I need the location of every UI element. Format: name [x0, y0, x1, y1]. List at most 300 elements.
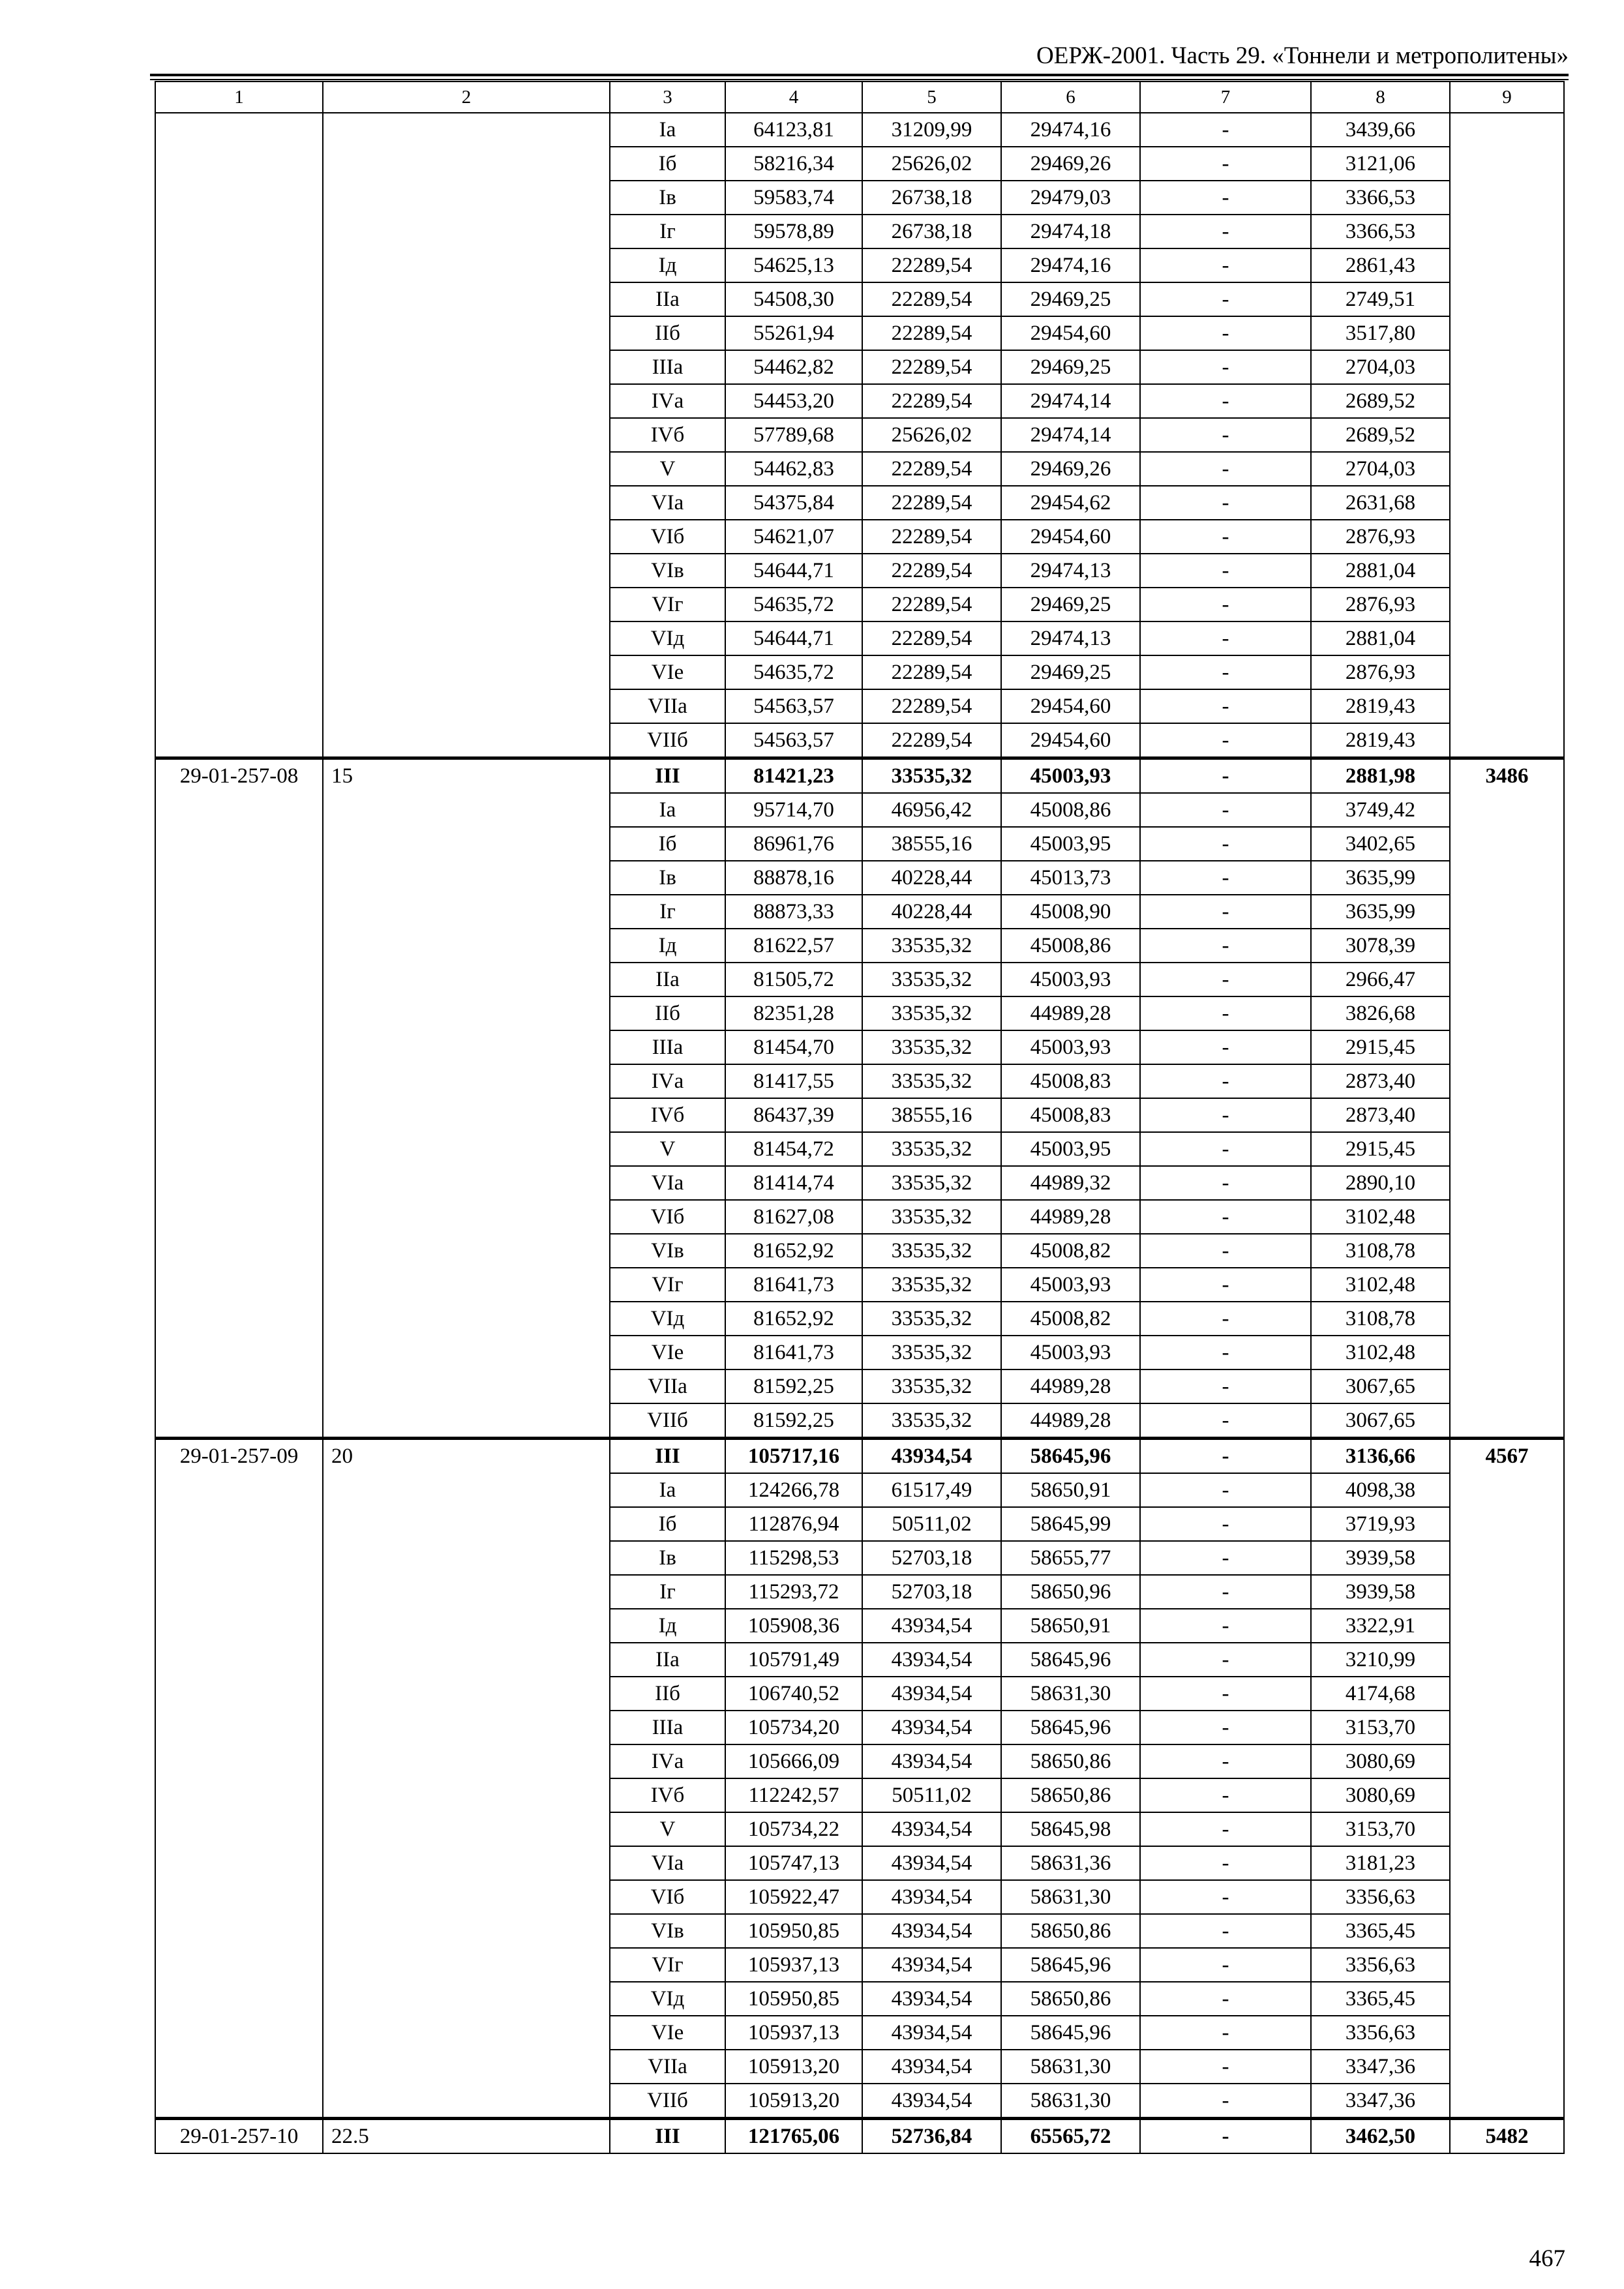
row-label: VIа: [610, 1166, 725, 1200]
total-cost: 105717,16: [725, 1439, 862, 1474]
total-cost: 86437,39: [725, 1098, 862, 1132]
materials-cost: -: [1140, 1369, 1311, 1403]
total-cost: 112242,57: [725, 1778, 862, 1812]
labor-hours: 2876,93: [1311, 655, 1450, 689]
row-label: VIIа: [610, 1369, 725, 1403]
labor-hours: 3826,68: [1311, 996, 1450, 1030]
machine-cost: 44989,28: [1001, 1200, 1140, 1234]
materials-cost: -: [1140, 1132, 1311, 1166]
row-label: VIе: [610, 2016, 725, 2050]
table-row: [155, 758, 1564, 794]
total-cost: 81421,23: [725, 758, 862, 794]
total-cost: 105937,13: [725, 1948, 862, 1982]
materials-cost: -: [1140, 758, 1311, 794]
wages-cost: 22289,54: [862, 350, 1001, 384]
machine-cost: 45003,93: [1001, 963, 1140, 996]
wages-cost: 22289,54: [862, 655, 1001, 689]
labor-hours: 2631,68: [1311, 486, 1450, 520]
labor-hours: 2966,47: [1311, 963, 1450, 996]
row-label: VIд: [610, 1302, 725, 1336]
row-label: VIд: [610, 621, 725, 655]
materials-cost: -: [1140, 384, 1311, 418]
labor-hours: 2881,04: [1311, 554, 1450, 588]
materials-cost: -: [1140, 1268, 1311, 1302]
materials-cost: -: [1140, 418, 1311, 452]
labor-hours: 2876,93: [1311, 588, 1450, 621]
machine-cost: 29469,25: [1001, 282, 1140, 316]
labor-hours: 3366,53: [1311, 215, 1450, 248]
total-cost: 54621,07: [725, 520, 862, 554]
machine-cost: 29474,14: [1001, 418, 1140, 452]
labor-hours: 3635,99: [1311, 895, 1450, 929]
column-number: 9: [1450, 82, 1564, 113]
total-cost: 105666,09: [725, 1744, 862, 1778]
materials-cost: -: [1140, 452, 1311, 486]
labor-hours: 3402,65: [1311, 827, 1450, 861]
materials-cost: -: [1140, 621, 1311, 655]
materials-cost: -: [1140, 1846, 1311, 1880]
labor-hours: 2881,98: [1311, 758, 1450, 794]
machine-cost: 45008,90: [1001, 895, 1140, 929]
materials-cost: -: [1140, 113, 1311, 147]
wages-cost: 22289,54: [862, 554, 1001, 588]
row-label: IVа: [610, 384, 725, 418]
wages-cost: 43934,54: [862, 1880, 1001, 1914]
labor-hours: 3462,50: [1311, 2119, 1450, 2154]
labor-hours: 4098,38: [1311, 1473, 1450, 1507]
wages-cost: 22289,54: [862, 248, 1001, 282]
materials-cost: -: [1140, 181, 1311, 215]
materials-cost: -: [1140, 1234, 1311, 1268]
materials-cost: -: [1140, 1575, 1311, 1609]
wages-cost: 22289,54: [862, 621, 1001, 655]
total-cost: 95714,70: [725, 793, 862, 827]
materials-cost: -: [1140, 1302, 1311, 1336]
row-label: IIа: [610, 963, 725, 996]
labor-hours: 3080,69: [1311, 1744, 1450, 1778]
row-label: IIб: [610, 1677, 725, 1711]
row-label: VIIб: [610, 1403, 725, 1439]
total-cost: 54563,57: [725, 723, 862, 758]
row-label: IIIа: [610, 1030, 725, 1064]
machine-cost: 29454,62: [1001, 486, 1140, 520]
total-cost: 81622,57: [725, 929, 862, 963]
materials-cost: -: [1140, 486, 1311, 520]
total-cost: 81454,70: [725, 1030, 862, 1064]
materials-cost: -: [1140, 2050, 1311, 2084]
labor-hours: 3439,66: [1311, 113, 1450, 147]
machine-cost: 45008,83: [1001, 1064, 1140, 1098]
labor-hours: 2876,93: [1311, 520, 1450, 554]
machine-cost: 45003,93: [1001, 1336, 1140, 1369]
total-cost: 81652,92: [725, 1302, 862, 1336]
row-label: Iг: [610, 215, 725, 248]
machine-cost: 58650,86: [1001, 1982, 1140, 2016]
machine-cost: 44989,28: [1001, 1403, 1140, 1439]
total-cost: 105937,13: [725, 2016, 862, 2050]
materials-cost: -: [1140, 1711, 1311, 1744]
row-label: V: [610, 452, 725, 486]
materials-cost: -: [1140, 1473, 1311, 1507]
machine-cost: 58650,91: [1001, 1473, 1140, 1507]
page-header-title: ОЕРЖ-2001. Часть 29. «Тоннели и метрополитены»: [1036, 42, 1569, 69]
wages-cost: 52736,84: [862, 2119, 1001, 2154]
total-cost: 105734,20: [725, 1711, 862, 1744]
machine-cost: 58655,77: [1001, 1541, 1140, 1575]
labor-hours: 3749,42: [1311, 793, 1450, 827]
labor-hours: 3939,58: [1311, 1575, 1450, 1609]
materials-cost: -: [1140, 1982, 1311, 2016]
total-cost: 105791,49: [725, 1643, 862, 1677]
wages-cost: 33535,32: [862, 1132, 1001, 1166]
machine-cost: 58631,30: [1001, 1880, 1140, 1914]
total-cost: 54375,84: [725, 486, 862, 520]
total-cost: 115298,53: [725, 1541, 862, 1575]
item-code: 29-01-257-08: [155, 758, 323, 1439]
item-code: 29-01-257-09: [155, 1439, 323, 2119]
total-cost: 105922,47: [725, 1880, 862, 1914]
row-label: VIIа: [610, 689, 725, 723]
labor-hours: 3365,45: [1311, 1982, 1450, 2016]
wages-cost: 43934,54: [862, 1744, 1001, 1778]
materials-cost: -: [1140, 1948, 1311, 1982]
wages-cost: 50511,02: [862, 1778, 1001, 1812]
table-row: [155, 1439, 1564, 1474]
wages-cost: 38555,16: [862, 1098, 1001, 1132]
wages-cost: 33535,32: [862, 1302, 1001, 1336]
row-label: Iв: [610, 181, 725, 215]
total-cost: 54462,83: [725, 452, 862, 486]
price-table: [155, 81, 1565, 2154]
machine-cost: 29474,13: [1001, 621, 1140, 655]
total-cost: 105734,22: [725, 1812, 862, 1846]
materials-cost: -: [1140, 996, 1311, 1030]
materials-cost: -: [1140, 827, 1311, 861]
materials-cost: -: [1140, 1030, 1311, 1064]
materials-cost: -: [1140, 1744, 1311, 1778]
machine-cost: 58645,96: [1001, 1948, 1140, 1982]
row-label: IIIа: [610, 350, 725, 384]
materials-cost: -: [1140, 1643, 1311, 1677]
row-label: VIIб: [610, 2084, 725, 2119]
labor-hours: 3102,48: [1311, 1200, 1450, 1234]
total-cost: 124266,78: [725, 1473, 862, 1507]
labor-hours: 2819,43: [1311, 723, 1450, 758]
machine-cost: 29469,25: [1001, 350, 1140, 384]
wages-cost: 22289,54: [862, 384, 1001, 418]
row-label: Iб: [610, 827, 725, 861]
labor-hours: 3210,99: [1311, 1643, 1450, 1677]
total-cost: 54635,72: [725, 655, 862, 689]
materials-cost: -: [1140, 588, 1311, 621]
machine-cost: 29474,14: [1001, 384, 1140, 418]
row-label: III: [610, 1439, 725, 1474]
materials-cost: -: [1140, 2016, 1311, 2050]
wages-cost: 22289,54: [862, 452, 1001, 486]
row-label: Iа: [610, 113, 725, 147]
wages-cost: 22289,54: [862, 723, 1001, 758]
labor-hours: 3181,23: [1311, 1846, 1450, 1880]
wages-cost: 61517,49: [862, 1473, 1001, 1507]
total-cost: 81627,08: [725, 1200, 862, 1234]
total-cost: 88873,33: [725, 895, 862, 929]
column-number: 2: [323, 82, 610, 113]
column-number: 3: [610, 82, 725, 113]
materials-cost: -: [1140, 1541, 1311, 1575]
row-label: Iв: [610, 1541, 725, 1575]
machine-cost: 45008,82: [1001, 1302, 1140, 1336]
wages-cost: 26738,18: [862, 215, 1001, 248]
total-cost: 121765,06: [725, 2119, 862, 2154]
labor-hours: 3517,80: [1311, 316, 1450, 350]
wages-cost: 22289,54: [862, 282, 1001, 316]
machine-cost: 29454,60: [1001, 723, 1140, 758]
column-number: 1: [155, 82, 323, 113]
row-label: VIа: [610, 1846, 725, 1880]
wages-cost: 33535,32: [862, 963, 1001, 996]
total-cost: 81652,92: [725, 1234, 862, 1268]
materials-cost: -: [1140, 895, 1311, 929]
labor-hours: 2861,43: [1311, 248, 1450, 282]
item-total: 5482: [1450, 2119, 1564, 2154]
wages-cost: 43934,54: [862, 1812, 1001, 1846]
wages-cost: 43934,54: [862, 2084, 1001, 2119]
row-label: VIд: [610, 1982, 725, 2016]
wages-cost: 50511,02: [862, 1507, 1001, 1541]
labor-hours: 3347,36: [1311, 2084, 1450, 2119]
row-label: VIв: [610, 554, 725, 588]
item-parameter: 20: [323, 1439, 610, 2119]
labor-hours: 3719,93: [1311, 1507, 1450, 1541]
row-label: III: [610, 2119, 725, 2154]
row-label: VIв: [610, 1234, 725, 1268]
labor-hours: 3067,65: [1311, 1403, 1450, 1439]
labor-hours: 2873,40: [1311, 1098, 1450, 1132]
machine-cost: 58650,96: [1001, 1575, 1140, 1609]
total-cost: 54453,20: [725, 384, 862, 418]
materials-cost: -: [1140, 1166, 1311, 1200]
wages-cost: 43934,54: [862, 1846, 1001, 1880]
wages-cost: 22289,54: [862, 689, 1001, 723]
materials-cost: -: [1140, 282, 1311, 316]
wages-cost: 33535,32: [862, 1234, 1001, 1268]
labor-hours: 3136,66: [1311, 1439, 1450, 1474]
materials-cost: -: [1140, 350, 1311, 384]
labor-hours: 2689,52: [1311, 384, 1450, 418]
machine-cost: 45003,95: [1001, 827, 1140, 861]
wages-cost: 43934,54: [862, 1948, 1001, 1982]
row-label: VIг: [610, 588, 725, 621]
wages-cost: 33535,32: [862, 1064, 1001, 1098]
total-cost: 58216,34: [725, 147, 862, 181]
materials-cost: -: [1140, 2119, 1311, 2154]
machine-cost: 29469,25: [1001, 588, 1140, 621]
column-numbers-row: [155, 82, 1564, 113]
wages-cost: 33535,32: [862, 1403, 1001, 1439]
machine-cost: 44989,32: [1001, 1166, 1140, 1200]
wages-cost: 25626,02: [862, 418, 1001, 452]
machine-cost: 45003,93: [1001, 1268, 1140, 1302]
machine-cost: 58631,30: [1001, 1677, 1140, 1711]
total-cost: 81417,55: [725, 1064, 862, 1098]
row-label: VIIб: [610, 723, 725, 758]
machine-cost: 45003,93: [1001, 758, 1140, 794]
materials-cost: -: [1140, 1200, 1311, 1234]
row-label: VIIа: [610, 2050, 725, 2084]
total-cost: 115293,72: [725, 1575, 862, 1609]
labor-hours: 3078,39: [1311, 929, 1450, 963]
total-cost: 54635,72: [725, 588, 862, 621]
total-cost: 105913,20: [725, 2050, 862, 2084]
row-label: IVб: [610, 1778, 725, 1812]
wages-cost: 33535,32: [862, 1336, 1001, 1369]
total-cost: 81641,73: [725, 1268, 862, 1302]
row-label: Iб: [610, 1507, 725, 1541]
machine-cost: 58645,96: [1001, 1439, 1140, 1474]
row-label: IVб: [610, 418, 725, 452]
labor-hours: 3366,53: [1311, 181, 1450, 215]
wages-cost: 43934,54: [862, 1982, 1001, 2016]
materials-cost: -: [1140, 1336, 1311, 1369]
machine-cost: 65565,72: [1001, 2119, 1140, 2154]
wages-cost: 43934,54: [862, 1609, 1001, 1643]
machine-cost: 29474,16: [1001, 113, 1140, 147]
row-label: V: [610, 1132, 725, 1166]
labor-hours: 2749,51: [1311, 282, 1450, 316]
row-label: Iг: [610, 895, 725, 929]
row-label: VIб: [610, 520, 725, 554]
labor-hours: 4174,68: [1311, 1677, 1450, 1711]
machine-cost: 45008,86: [1001, 793, 1140, 827]
materials-cost: -: [1140, 2084, 1311, 2119]
materials-cost: -: [1140, 554, 1311, 588]
labor-hours: 3347,36: [1311, 2050, 1450, 2084]
item-total: [1450, 113, 1564, 758]
labor-hours: 2873,40: [1311, 1064, 1450, 1098]
wages-cost: 33535,32: [862, 929, 1001, 963]
labor-hours: 3939,58: [1311, 1541, 1450, 1575]
wages-cost: 52703,18: [862, 1541, 1001, 1575]
total-cost: 54644,71: [725, 621, 862, 655]
table-row: [155, 113, 1564, 147]
materials-cost: -: [1140, 147, 1311, 181]
machine-cost: 58650,91: [1001, 1609, 1140, 1643]
machine-cost: 58650,86: [1001, 1914, 1140, 1948]
wages-cost: 43934,54: [862, 1914, 1001, 1948]
machine-cost: 29479,03: [1001, 181, 1140, 215]
column-number: 7: [1140, 82, 1311, 113]
machine-cost: 58631,30: [1001, 2050, 1140, 2084]
labor-hours: 2915,45: [1311, 1030, 1450, 1064]
total-cost: 54625,13: [725, 248, 862, 282]
row-label: IVб: [610, 1098, 725, 1132]
machine-cost: 58645,99: [1001, 1507, 1140, 1541]
total-cost: 82351,28: [725, 996, 862, 1030]
wages-cost: 43934,54: [862, 2016, 1001, 2050]
column-number: 6: [1001, 82, 1140, 113]
total-cost: 55261,94: [725, 316, 862, 350]
labor-hours: 3102,48: [1311, 1336, 1450, 1369]
materials-cost: -: [1140, 1403, 1311, 1439]
table-row: [155, 2119, 1564, 2154]
materials-cost: -: [1140, 929, 1311, 963]
labor-hours: 3635,99: [1311, 861, 1450, 895]
row-label: V: [610, 1812, 725, 1846]
item-parameter: 15: [323, 758, 610, 1439]
row-label: VIб: [610, 1200, 725, 1234]
item-parameter: 22.5: [323, 2119, 610, 2154]
wages-cost: 43934,54: [862, 1439, 1001, 1474]
machine-cost: 29454,60: [1001, 520, 1140, 554]
labor-hours: 3356,63: [1311, 1948, 1450, 1982]
row-label: IIб: [610, 996, 725, 1030]
wages-cost: 33535,32: [862, 1369, 1001, 1403]
row-label: Iд: [610, 248, 725, 282]
wages-cost: 33535,32: [862, 1166, 1001, 1200]
row-label: IIа: [610, 1643, 725, 1677]
materials-cost: -: [1140, 963, 1311, 996]
machine-cost: 58645,98: [1001, 1812, 1140, 1846]
row-label: Iа: [610, 793, 725, 827]
total-cost: 81505,72: [725, 963, 862, 996]
machine-cost: 45008,82: [1001, 1234, 1140, 1268]
row-label: IIб: [610, 316, 725, 350]
machine-cost: 29474,16: [1001, 248, 1140, 282]
machine-cost: 58645,96: [1001, 2016, 1140, 2050]
total-cost: 88878,16: [725, 861, 862, 895]
wages-cost: 22289,54: [862, 588, 1001, 621]
machine-cost: 45003,95: [1001, 1132, 1140, 1166]
materials-cost: -: [1140, 1880, 1311, 1914]
machine-cost: 58645,96: [1001, 1711, 1140, 1744]
total-cost: 59583,74: [725, 181, 862, 215]
materials-cost: -: [1140, 1507, 1311, 1541]
total-cost: 57789,68: [725, 418, 862, 452]
table-body: [155, 82, 1564, 2153]
total-cost: 81592,25: [725, 1403, 862, 1439]
wages-cost: 52703,18: [862, 1575, 1001, 1609]
wages-cost: 22289,54: [862, 520, 1001, 554]
materials-cost: -: [1140, 723, 1311, 758]
labor-hours: 3080,69: [1311, 1778, 1450, 1812]
machine-cost: 29474,18: [1001, 215, 1140, 248]
labor-hours: 3153,70: [1311, 1711, 1450, 1744]
labor-hours: 3121,06: [1311, 147, 1450, 181]
column-number: 4: [725, 82, 862, 113]
total-cost: 105913,20: [725, 2084, 862, 2119]
materials-cost: -: [1140, 1914, 1311, 1948]
machine-cost: 29454,60: [1001, 689, 1140, 723]
item-total: 4567: [1450, 1439, 1564, 2119]
wages-cost: 33535,32: [862, 1268, 1001, 1302]
labor-hours: 3108,78: [1311, 1302, 1450, 1336]
materials-cost: -: [1140, 248, 1311, 282]
header-rule-thin: [150, 79, 1569, 80]
materials-cost: -: [1140, 655, 1311, 689]
wages-cost: 33535,32: [862, 1200, 1001, 1234]
column-number: 8: [1311, 82, 1450, 113]
materials-cost: -: [1140, 520, 1311, 554]
row-label: VIе: [610, 1336, 725, 1369]
column-number: 5: [862, 82, 1001, 113]
labor-hours: 2819,43: [1311, 689, 1450, 723]
machine-cost: 45008,83: [1001, 1098, 1140, 1132]
wages-cost: 38555,16: [862, 827, 1001, 861]
page-number: 467: [1529, 2245, 1565, 2272]
total-cost: 86961,76: [725, 827, 862, 861]
wages-cost: 43934,54: [862, 1711, 1001, 1744]
row-label: VIг: [610, 1948, 725, 1982]
